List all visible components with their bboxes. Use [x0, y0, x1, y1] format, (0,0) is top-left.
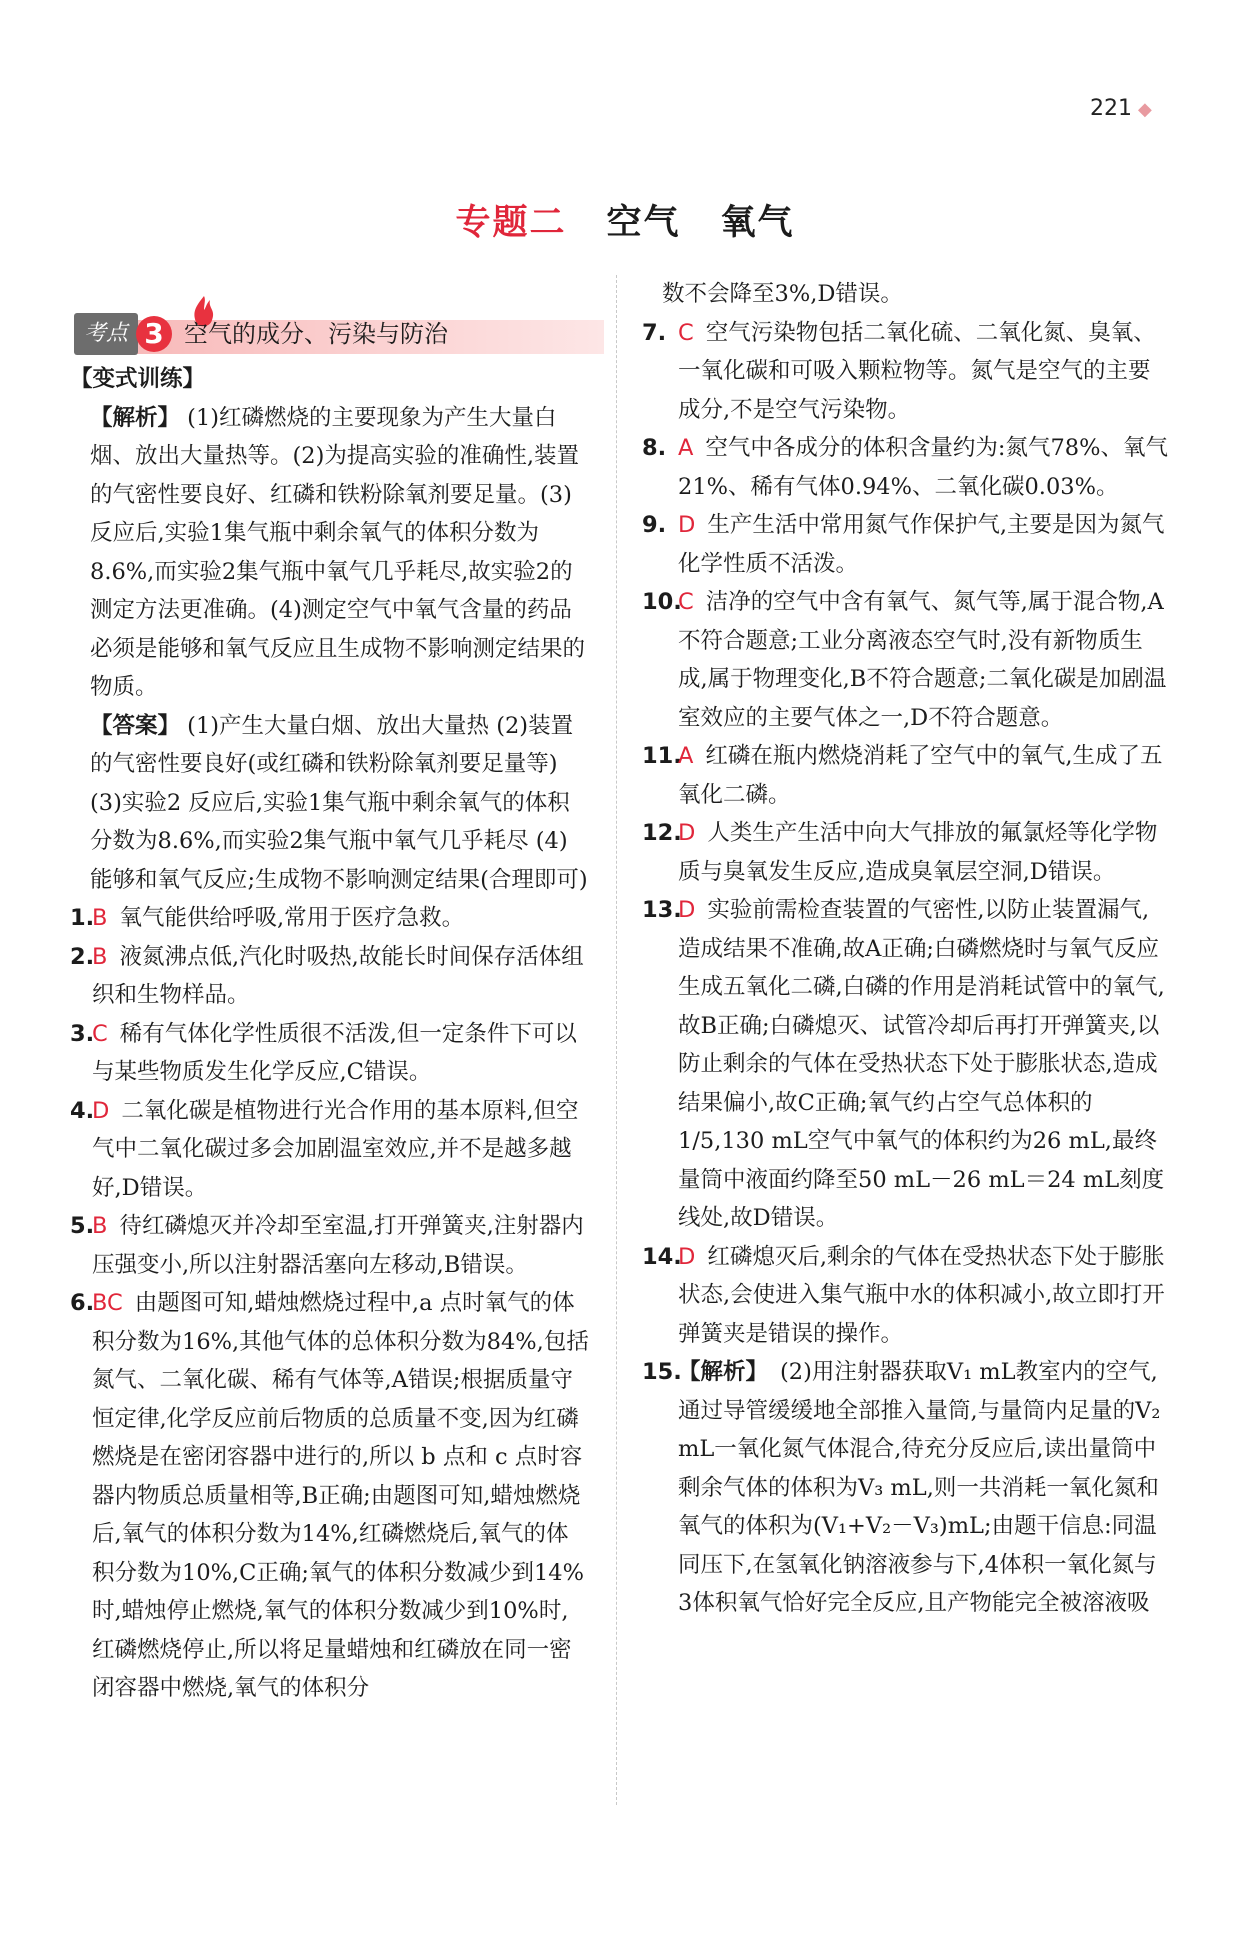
title-part1: 专题二: [455, 203, 567, 243]
answer-choice: D: [92, 1097, 110, 1124]
answer-item: [70, 1092, 590, 1208]
item-number: 4.: [70, 1097, 95, 1124]
answer-choice: A: [678, 743, 694, 769]
item-text: 液氮沸点低,汽化时吸热,故能长时间保存活体组织和生物样品。: [92, 943, 584, 1008]
item-number: 10.: [642, 589, 682, 615]
item-number: 6.: [70, 1290, 95, 1316]
item-number: 3.: [70, 1020, 95, 1047]
item-number: 13.: [642, 897, 682, 923]
answer-item: [70, 1284, 590, 1708]
item-number: 15.: [642, 1359, 682, 1385]
title-part2: 空气: [606, 203, 681, 243]
answer-item: [70, 1015, 590, 1092]
item-number: 1.: [70, 905, 95, 931]
answer-choice: 【解析】: [678, 1359, 769, 1385]
answer-choice: D: [678, 897, 696, 923]
answer-choice: C: [92, 1020, 108, 1047]
answer-item: [70, 899, 590, 938]
answer-choice: A: [678, 435, 694, 461]
answer-item: [642, 429, 1170, 506]
page-number: 221 ◆: [1090, 96, 1152, 121]
section-title: 空气的成分、污染与防治: [184, 319, 449, 348]
diamond-icon: ◆: [1138, 99, 1152, 120]
item-number: 14.: [642, 1243, 682, 1270]
answer-choice: B: [92, 943, 108, 970]
item-number: 11.: [642, 743, 682, 769]
item-text: 氧气能供给呼吸,常用于医疗急救。: [119, 905, 465, 931]
answer-item: [642, 814, 1170, 891]
answer-item: [642, 583, 1170, 737]
answer-choice: C: [678, 319, 694, 346]
item-text: 红磷熄灭后,剩余的气体在受热状态下处于膨胀状态,会使进入集气瓶中水的体积减小,故立即打开弹簧夹是错误的操作。: [678, 1243, 1165, 1347]
analysis-block: 【解析】 (1)红磷燃烧的主要现象为产生大量白烟、放出大量热等。(2)为提高实验的准确性,装置的气密性要良好、红磷和铁粉除氧剂要足量。(3)反应后,实验1集气瓶中剩余氧气的体积分数为8.6%,而实验2集气瓶中氧气几乎耗尽,故实验2的测定方法更准确。(4)测定空气中氧气含量的药品必须是能够和氧气反应且生成物不影响测定结果的物质。: [90, 404, 586, 700]
item-text: 空气中各成分的体积含量约为:氮气78%、氧气21%、稀有气体0.94%、二氧化碳0.03%。: [678, 435, 1168, 500]
left-column: [70, 310, 590, 1708]
answer-choice: D: [678, 820, 696, 846]
item-text: 红磷在瓶内燃烧消耗了空气中的氧气,生成了五氧化二磷。: [678, 743, 1163, 808]
continuation-text: 数不会降至3%,D错误。: [662, 281, 903, 307]
answer-item: [642, 1353, 1170, 1623]
item-text: 稀有气体化学性质很不活泼,但一定条件下可以与某些物质发生化学反应,C错误。: [92, 1020, 577, 1085]
answer-item: [642, 506, 1170, 583]
item-number: 12.: [642, 820, 682, 846]
answer-choice: D: [678, 512, 696, 538]
answer-item: [642, 314, 1170, 430]
item-number: 7.: [642, 319, 667, 346]
item-text: 空气污染物包括二氧化硫、二氧化氮、臭氧、一氧化碳和可吸入颗粒物等。氮气是空气的主要成分,不是空气污染物。: [678, 319, 1156, 423]
section-header: [70, 310, 590, 358]
item-text: 人类生产生活中向大气排放的氟氯烃等化学物质与臭氧发生反应,造成臭氧层空洞,D错误。: [678, 820, 1158, 885]
column-divider: [616, 275, 617, 1805]
answer-item: [642, 891, 1170, 1238]
page-title: [0, 195, 1250, 245]
answer-item: [642, 1238, 1170, 1354]
section-number: 3: [136, 316, 172, 352]
answer-choice: D: [678, 1243, 696, 1270]
right-column: [642, 275, 1170, 1623]
item-number: 8.: [642, 435, 667, 461]
item-number: 2.: [70, 943, 95, 970]
answer-choice: BC: [92, 1290, 123, 1316]
practice-label: 【变式训练】: [70, 366, 206, 392]
item-text: 实验前需检查装置的气密性,以防止装置漏气,造成结果不准确,故A正确;白磷燃烧时与氧气反应生成五氧化二磷,白磷的作用是消耗试管中的氧气,故B正确;白磷熄灭、试管冷却后再打开弹簧夹,以防止剩余的气体在受热状态下处于膨胀状态,造成结果偏小,故C正确;氧气约占空气总体积的1/5,130 mL空气中氧气的体积约为26 mL,最终量筒中液面约降至50 mL－26 mL＝24 mL刻度线处,故D错误。: [678, 897, 1165, 1231]
item-text: (2)用注射器获取V₁ mL教室内的空气,通过导管缓缓地全部推入量筒,与量筒内足量的V₂ mL一氧化氮气体混合,待充分反应后,读出量筒中剩余气体的体积为V₃ mL,则一共消耗一氧化氮和氧气的体积为(V₁+V₂－V₃)mL;由题干信息:同温同压下,在氢氧化钠溶液参与下,4体积一氧化氮与3体积氧气恰好完全反应,且产物能完全被溶液吸: [678, 1359, 1161, 1616]
answer-choice: B: [92, 1213, 108, 1239]
item-text: 洁净的空气中含有氧气、氮气等,属于混合物,A不符合题意;工业分离液态空气时,没有新物质生成,属于物理变化,B不符合题意;二氧化碳是加剧温室效应的主要气体之一,D不符合题意。: [678, 589, 1167, 731]
answer-item: [70, 1207, 590, 1284]
item-text: 待红磷熄灭并冷却至室温,打开弹簧夹,注射器内压强变小,所以注射器活塞向左移动,B错误。: [92, 1213, 584, 1278]
item-number: 5.: [70, 1213, 95, 1239]
answer-item: [70, 938, 590, 1015]
answer-block: 【答案】 (1)产生大量白烟、放出大量热 (2)装置的气密性要良好(或红磷和铁粉除氧剂要足量等) (3)实验2 反应后,实验1集气瓶中剩余氧气的体积分数为8.6%,而实验2集气瓶中氧气几乎耗尽 (4)能够和氧气反应;生成物不影响测定结果(合理即可): [90, 712, 588, 893]
item-text: 由题图可知,蜡烛燃烧过程中,a 点时氧气的体积分数为16%,其他气体的总体积分数为84%,包括氮气、二氧化碳、稀有气体等,A错误;根据质量守恒定律,化学反应前后物质的总质量不变,因为红磷燃烧是在密闭容器中进行的,所以 b 点和 c 点时容器内物质总质量相等,B正确;由题图可知,蜡烛燃烧后,氧气的体积分数为14%,红磷燃烧后,氧气的体积分数为10%,C正确;氧气的体积分数减少到14%时,蜡烛停止燃烧,氧气的体积分数减少到10%时,红磷燃烧停止,所以将足量蜡烛和红磷放在同一密闭容器中燃烧,氧气的体积分: [92, 1290, 589, 1701]
answer-choice: C: [678, 589, 694, 615]
item-number: 9.: [642, 512, 667, 538]
title-part3: 氧气: [720, 203, 795, 243]
answer-item: [642, 737, 1170, 814]
item-text: 二氧化碳是植物进行光合作用的基本原料,但空气中二氧化碳过多会加剧温室效应,并不是越多越好,D错误。: [92, 1097, 579, 1201]
kaodian-label: 考点: [74, 313, 138, 356]
answer-choice: B: [92, 905, 108, 931]
item-text: 生产生活中常用氮气作保护气,主要是因为氮气化学性质不活泼。: [678, 512, 1165, 577]
